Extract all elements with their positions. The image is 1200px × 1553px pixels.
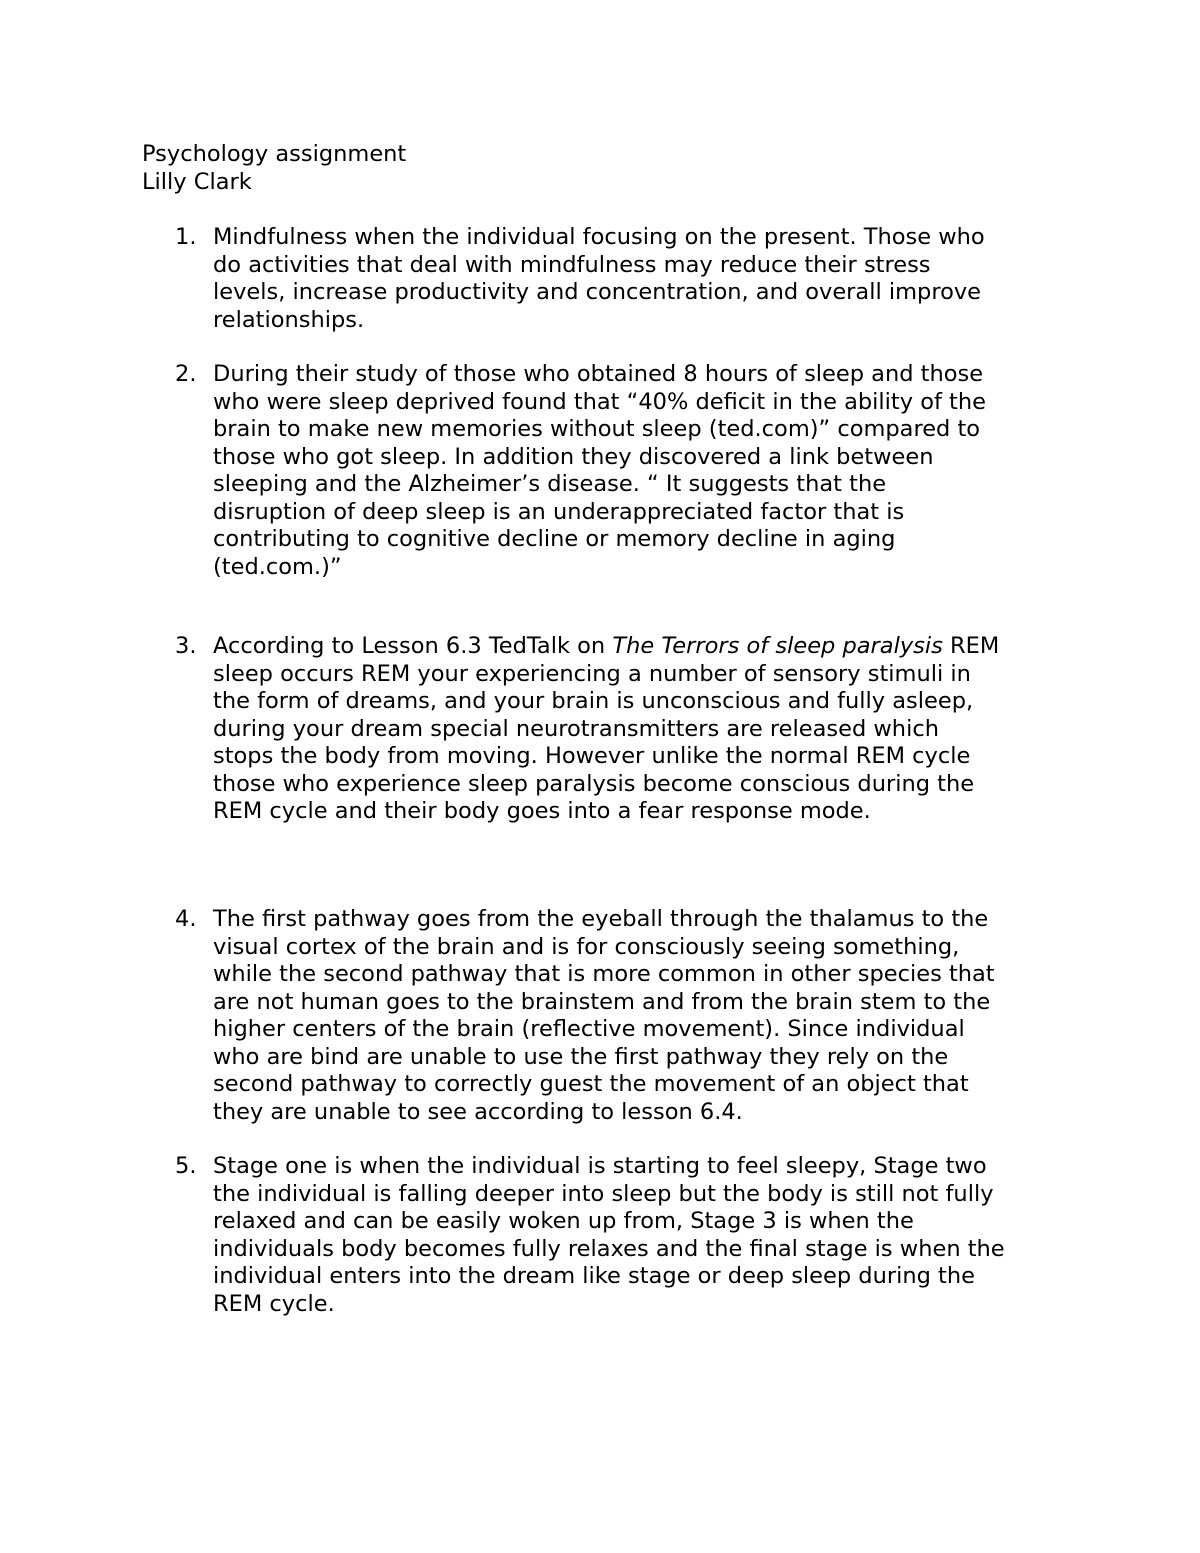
text-line: second pathway to correctly guest the movement of an object that (213, 1071, 969, 1097)
text-line: they are unable to see according to lesson 6.4. (213, 1098, 743, 1125)
text-line (213, 633, 1113, 661)
text-line: those who experience sleep paralysis become conscious during the (213, 770, 975, 797)
list-item-text (213, 224, 1113, 334)
text-line: relationships. (213, 306, 365, 333)
text-line: sleeping and the Alzheimer’s disease. “ It suggests that the (213, 471, 887, 497)
list-item-text (213, 1153, 1113, 1318)
text-line: REM cycle. (213, 1290, 335, 1317)
text-line: sleep occurs REM your experiencing a number of sensory stimuli in (213, 660, 971, 687)
document-title: Psychology assignment (142, 141, 407, 167)
text-line: the form of dreams, and your brain is unconscious and fully asleep, (213, 688, 974, 714)
text-line: individuals body becomes fully relaxes and the final stage is when the (213, 1235, 1005, 1262)
text-line: visual cortex of the brain and is for consciously seeing something, (213, 933, 960, 960)
list-item-number: 3. (175, 633, 197, 659)
text-line: during your dream special neurotransmitters are released which (213, 715, 939, 742)
text-line: those who got sleep. In addition they discovered a link between (213, 443, 934, 470)
text-line: During their study of those who obtained 8 hours of sleep and those (213, 361, 984, 387)
text-line: REM cycle and their body goes into a fear response mode. (213, 798, 871, 824)
list-item-text (213, 906, 1113, 1126)
text-line: stops the body from moving. However unlike the normal REM cycle (213, 743, 971, 769)
text-line: individual enters into the dream like stage or deep sleep during the (213, 1263, 975, 1289)
text-line: brain to make new memories without sleep (ted.com)” compared to (213, 416, 981, 442)
document-author: Lilly Clark (142, 168, 252, 195)
text-line: Stage one is when the individual is starting to feel sleepy, Stage two (213, 1153, 987, 1179)
text-line: disruption of deep sleep is an underappreciated factor that is (213, 498, 905, 525)
text-line: levels, increase productivity and concentration, and overall improve (213, 279, 982, 305)
text-segment: REM (942, 633, 1000, 659)
text-line: Mindfulness when the individual focusing on the present. Those who (213, 224, 985, 250)
list-item-number: 2. (175, 361, 197, 387)
text-line: higher centers of the brain (reflective movement). Since individual (213, 1016, 965, 1042)
text-line: (ted.com.)” (213, 553, 342, 580)
text-segment: According to Lesson 6.3 TedTalk on (213, 633, 613, 659)
text-line: who are bind are unable to use the first pathway they rely on the (213, 1043, 949, 1070)
text-line: who were sleep deprived found that “40% deficit in the ability of the (213, 388, 986, 415)
list-item-number: 4. (175, 906, 197, 932)
text-line: do activities that deal with mindfulness may reduce their stress (213, 251, 931, 278)
list-item-text (213, 633, 1113, 826)
text-line: relaxed and can be easily woken up from, Stage 3 is when the (213, 1208, 914, 1234)
text-line: while the second pathway that is more common in other species that (213, 961, 995, 987)
list-item-number: 5. (175, 1153, 197, 1179)
list-item-number: 1. (175, 224, 197, 250)
list-item-text (213, 361, 1113, 581)
text-line: contributing to cognitive decline or memory decline in aging (213, 526, 896, 552)
text-line: the individual is falling deeper into sleep but the body is still not fully (213, 1180, 994, 1207)
document-header (142, 141, 406, 196)
talk-title: The Terrors of sleep paralysis (612, 633, 943, 659)
text-line: are not human goes to the brainstem and from the brain stem to the (213, 988, 991, 1015)
text-line: The first pathway goes from the eyeball through the thalamus to the (213, 906, 989, 932)
